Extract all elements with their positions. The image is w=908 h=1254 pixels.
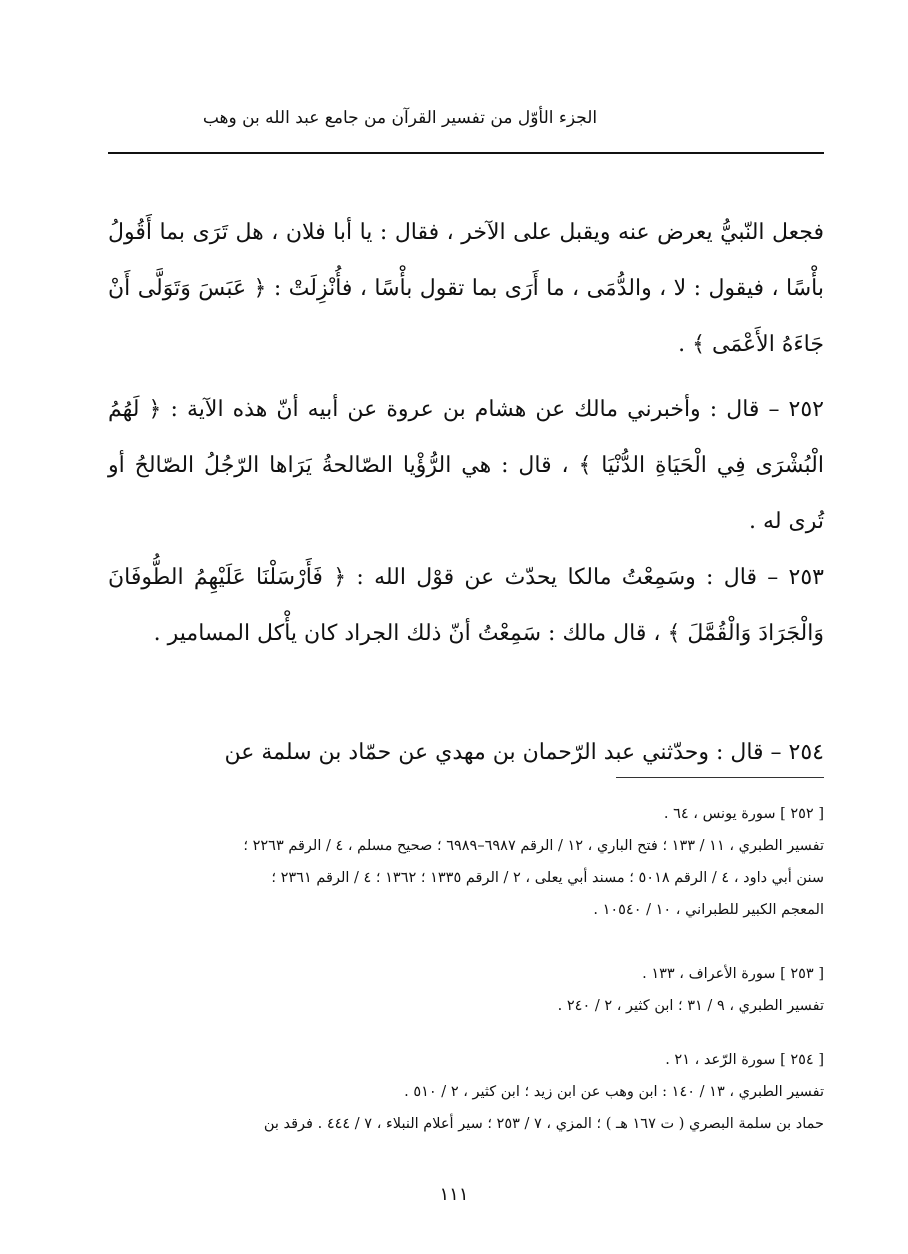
page-number: ١١١ [439, 1184, 469, 1205]
paragraph-253: ٢٥٣ – قال : وسَمِعْتُ مالكا يحدّث عن قوْل الله : ﴿ فَأَرْسَلْنَا عَلَيْهِمُ الطُّوفَانَ وَالْجَرَادَ وَالْقُمَّلَ ﴾ ، قال مالك : سَمِعْتُ أنّ ذلك الجراد كان يأْكل المسامير . [108, 565, 824, 646]
paragraph-252: ٢٥٢ – قال : وأخبرني مالك عن هشام بن عروة عن أبيه أنّ هذه الآية : ﴿ لَهُمُ الْبُشْرَى فِي الْحَيَاةِ الدُّنْيَا ﴾ ، قال : هي الرُّؤْيا الصّالحةُ يَرَاها الرّجُلُ الصّالحُ أو تُرى له . [108, 397, 824, 534]
footnote-253-line-1: تفسير الطبري ، ٩ / ٣١ ؛ ابن كثير ، ٢ / ٢٤٠ . [557, 998, 824, 1014]
footnote-253 [108, 958, 824, 1022]
footnote-252-line-1: تفسير الطبري ، ١١ / ١٣٣ ؛ فتح الباري ، ١٢ / الرقم ٦٩٨٧–٦٩٨٩ ؛ صحيح مسلم ، ٤ / الرقم ٢٢٦٣ ؛ [243, 838, 824, 854]
footnote-254-line-1: تفسير الطبري ، ١٣ / ١٤٠ : ابن وهب عن ابن زيد ؛ ابن كثير ، ٢ / ٥١٠ . [404, 1084, 824, 1100]
footnote-254-line-2: حماد بن سلمة البصري ( ت ١٦٧ هـ ) ؛ المزي ، ٧ / ٢٥٣ ؛ سير أعلام النبلاء ، ٧ / ٤٤٤ . فرقد بن [263, 1116, 824, 1132]
footnote-252-line-2: سنن أبي داود ، ٤ / الرقم ٥٠١٨ ؛ مسند أبي يعلى ، ٢ / الرقم ١٣٣٥ ؛ ١٣٦٢ ؛ ٤ / الرقم ٢٣٦١ ؛ [271, 870, 824, 886]
paragraph-254: ٢٥٤ – قال : وحدّثني عبد الرّحمان بن مهدي عن حمّاد بن سلمة عن [224, 740, 824, 765]
header-rule [108, 152, 824, 154]
paragraph-continuation: فجعل النّبيُّ يعرض عنه ويقبل على الآخر ، فقال : يا أبا فلان ، هل تَرَى بما أَقُولُ بأْسًا ، فيقول : لا ، والدُّمَى ، ما أَرَى بما تقول بأْسًا ، فأُنْزِلَتْ : ﴿ عَبَسَ وَتَوَلَّى أَنْ جَاءَهُ الأَعْمَى ﴾ . [108, 220, 824, 357]
footnote-253-surah: [ ٢٥٣ ] سورة الأعراف ، ١٣٣ . [642, 966, 824, 982]
footnote-252-surah: [ ٢٥٢ ] سورة يونس ، ٦٤ . [663, 806, 824, 822]
footnote-separator [616, 777, 824, 778]
footnote-252 [108, 798, 824, 926]
footnote-252-line-3: المعجم الكبير للطبراني ، ١٠ / ١٠٥٤٠ . [593, 902, 824, 918]
footnote-254 [108, 1044, 824, 1140]
running-header: الجزء الأوّل من تفسير القرآن من جامع عبد الله بن وهب [202, 108, 598, 128]
footnote-254-surah: [ ٢٥٤ ] سورة الرّعد ، ٢١ . [665, 1052, 824, 1068]
